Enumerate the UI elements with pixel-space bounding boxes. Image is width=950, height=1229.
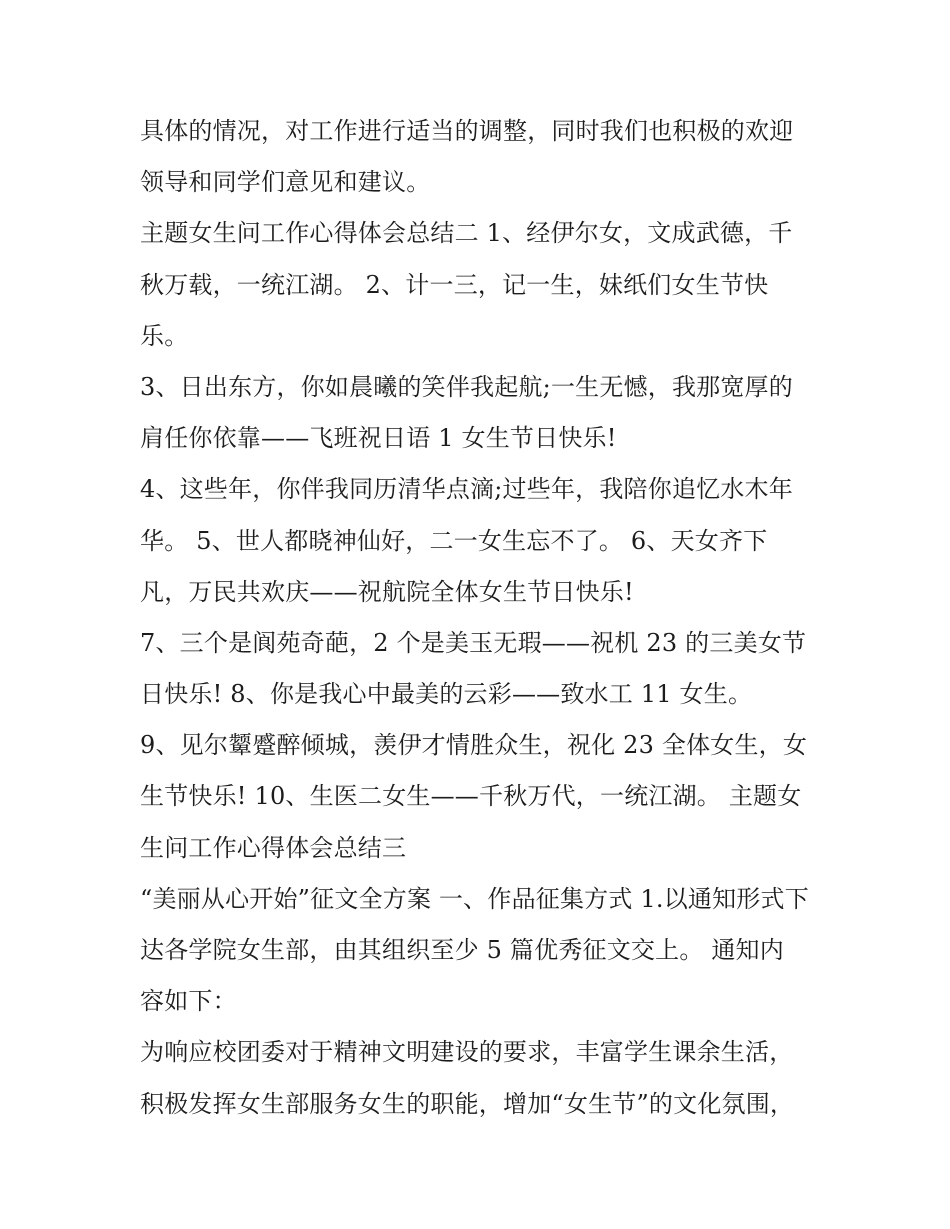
text-line: 领导和同学们意见和建议。 (140, 168, 431, 197)
text-line: 生问工作心得体会总结三 (140, 833, 407, 862)
text-line: 凡，万民共欢庆——祝航院全体女生节日快乐! (140, 577, 634, 606)
text-line: 3、日出东方，你如晨曦的笑伴我起航;一生无憾，我那宽厚的 (140, 372, 793, 401)
document-body (140, 106, 820, 1130)
text-line: 达各学院女生部，由其组织至少 5 篇优秀征文交上。 通知内 (140, 936, 784, 964)
text-line: 华。 5、世人都晓神仙好，二一女生忘不了。 6、天女齐下 (140, 526, 768, 555)
text-line: 7、三个是阆苑奇葩，2 个是美玉无瑕——祝机 23 的三美女节 (140, 628, 807, 657)
text-line: “美丽从心开始”征文全方案 一、作品征集方式 1.以通知形式下 (140, 884, 809, 913)
text-line: 积极发挥女生部服务女生的职能，增加“女生节”的文化氛围， (140, 1089, 795, 1118)
text-line: 秋万载，一统江湖。 2、计一三，记一生，妹纸们女生节快 (140, 270, 769, 299)
text-line: 日快乐! 8、你是我心中最美的云彩——致水工 11 女生。 (140, 680, 753, 709)
text-line: 肩任你依靠——飞班祝日语 1 女生节日快乐! (140, 424, 617, 453)
text-line: 具体的情况，对工作进行适当的调整，同时我们也积极的欢迎 (140, 117, 794, 145)
text-line: 生节快乐! 10、生医二女生——千秋万代，一统江湖。 主题女 (140, 782, 802, 811)
text-line: 9、见尔颦蹙醉倾城，羡伊才情胜众生，祝化 23 全体女生，女 (140, 731, 808, 760)
text-line: 乐。 (140, 321, 189, 350)
text-line: 4、这些年，你伴我同历清华点滴;过些年，我陪你追忆水木年 (140, 475, 793, 504)
text-line: 主题女生问工作心得体会总结二 1、经伊尔女，文成武德，千 (140, 219, 793, 248)
text-line: 容如下： (140, 987, 237, 1016)
text-line: 为响应校团委对于精神文明建设的要求，丰富学生课余生活， (140, 1038, 794, 1067)
